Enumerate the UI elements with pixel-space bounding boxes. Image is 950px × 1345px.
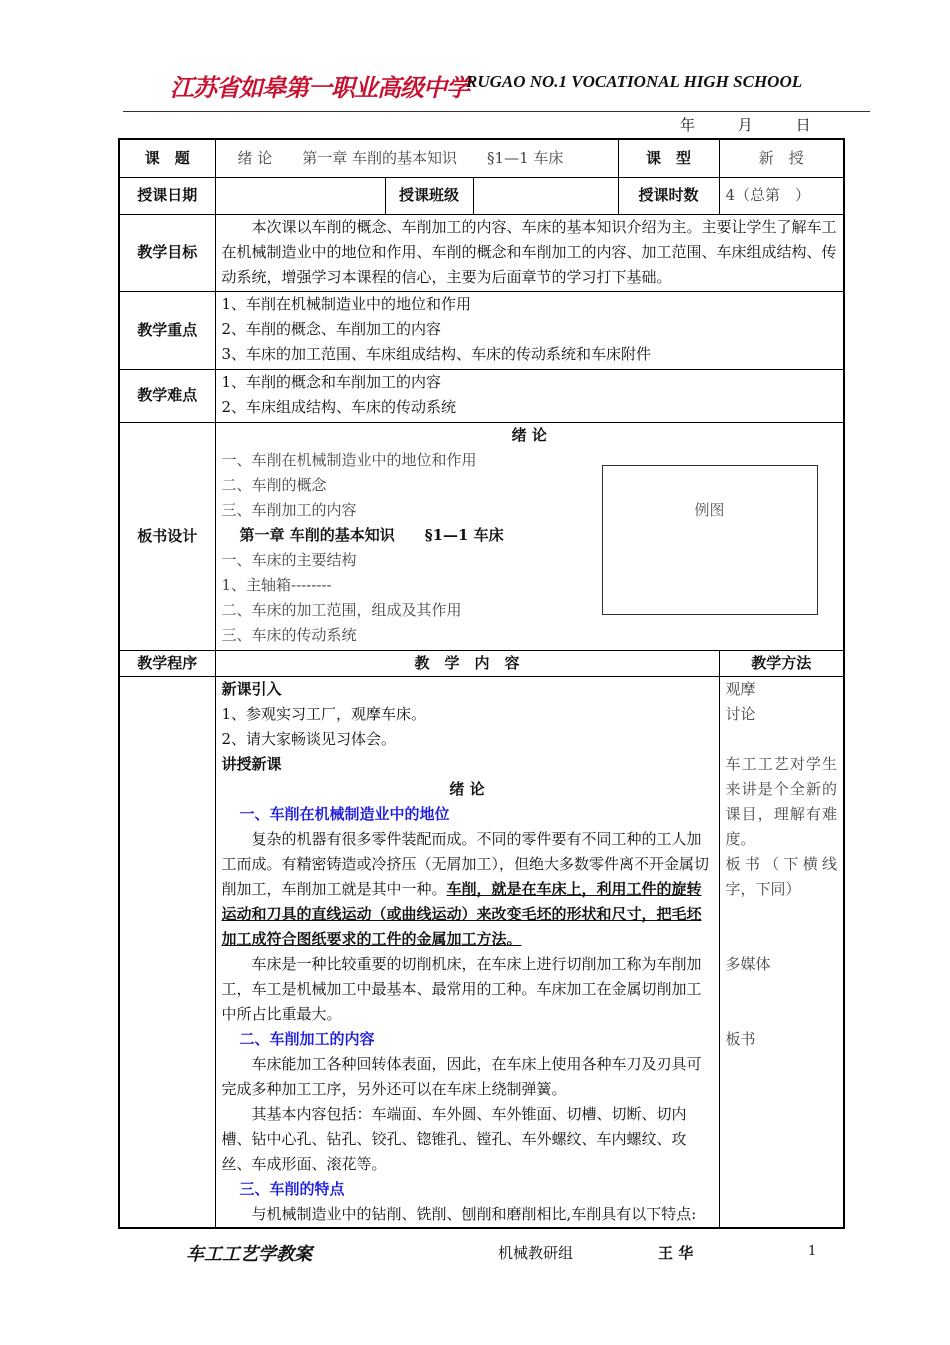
footer-group: 机械教研组 xyxy=(498,1244,574,1262)
section-1-text xyxy=(222,827,713,952)
page-footer xyxy=(0,1240,950,1270)
section-3-paragraph: 与机械制造业中的钻削、铣削、刨削和磨削相比,车削具有以下特点: xyxy=(251,1204,697,1223)
key-item: 1、车削在机械制造业中的地位和作用 xyxy=(221,294,472,313)
date-value xyxy=(215,177,385,214)
section-2-paragraph: 车床能加工各种回转体表面，因此，在车床上使用各种车刀及刃具可完成多种加工工序，另外还可以在车床上绕制弹簧。 xyxy=(221,1054,702,1098)
method-item: 板书 xyxy=(725,1029,756,1048)
topic-label: 课 题 xyxy=(119,139,215,177)
proc-cell xyxy=(119,676,215,1228)
board-line: 三、车床的传动系统 xyxy=(221,625,357,644)
board-design xyxy=(215,422,844,650)
board-title: 绪 论 xyxy=(511,425,547,444)
class-label: 授课班级 xyxy=(385,177,473,214)
proc-label: 教学程序 xyxy=(119,650,215,676)
row-date xyxy=(119,177,844,214)
hard-points xyxy=(215,369,844,422)
board-line: 三、车削加工的内容 xyxy=(221,500,357,519)
row-board xyxy=(119,422,844,650)
page-header xyxy=(170,66,870,106)
content-label: 教 学 内 容 xyxy=(215,650,719,676)
teaching-methods xyxy=(719,676,844,1228)
goal-text: 本次课以车削的概念、车削加工的内容、车床的基本知识介绍为主。主要让学生了解车工在机械制造业中的地位和作用、车削的概念和车削加工的内容、加工范围、车床组成结构、传动系统，增强学习本课程的信心，主要为后面章节的学习打下基础。 xyxy=(215,214,844,291)
date-year: 年 xyxy=(680,116,696,134)
hours-value: 4（总第 ） xyxy=(719,177,844,214)
hours-label: 授课时数 xyxy=(618,177,719,214)
board-line: 一、车削在机械制造业中的地位和作用 xyxy=(221,450,477,469)
date-line xyxy=(680,114,849,135)
class-value xyxy=(473,177,618,214)
footer-author: 王 华 xyxy=(658,1244,694,1262)
section-2-title: 二、车削加工的内容 xyxy=(239,1029,375,1048)
method-item: 板书（下横线字，下同） xyxy=(725,854,838,898)
hard-label: 教学难点 xyxy=(119,369,215,422)
header-divider xyxy=(123,111,870,112)
row-content xyxy=(119,676,844,1228)
key-points xyxy=(215,291,844,369)
key-item: 3、车床的加工范围、车床组成结构、车床的传动系统和车床附件 xyxy=(221,344,652,363)
example-label: 例图 xyxy=(694,500,725,519)
method-item: 车工工艺对学生来讲是个全新的课目，理解有难度。 xyxy=(725,754,838,848)
type-label: 课 型 xyxy=(618,139,719,177)
footer-title: 车工工艺学教案 xyxy=(186,1244,312,1265)
section-3-title: 三、车削的特点 xyxy=(239,1179,345,1198)
section-1-title: 一、车削在机械制造业中的地位 xyxy=(239,804,450,823)
type-value: 新 授 xyxy=(719,139,844,177)
date-day: 日 xyxy=(795,116,811,134)
method-item: 观摩 xyxy=(725,679,756,698)
row-hard xyxy=(119,369,844,422)
intro-item: 2、请大家畅谈见习体会。 xyxy=(221,729,397,748)
board-chapter: 第一章 车削的基本知识 §1—1 车床 xyxy=(239,525,504,544)
method-item: 讨论 xyxy=(725,704,756,723)
hard-item: 2、车床组成结构、车床的传动系统 xyxy=(221,397,457,416)
section-1-paragraph: 复杂的机器有很多零件装配而成。不同的零件要有不同工种的工人加工而成。有精密铸造或冷挤压（无屑加工），但绝大多数零件离不开金属切削加工，车削加工就是其中一种。 xyxy=(221,829,710,898)
teaching-content xyxy=(215,676,719,1228)
topic-value: 绪 论 第一章 车削的基本知识 §1—1 车床 xyxy=(215,139,618,177)
board-line: 1、主轴箱-------- xyxy=(221,575,332,594)
example-figure-box xyxy=(602,465,818,615)
method-label: 教学方法 xyxy=(719,650,844,676)
section-1-paragraph-2: 车床是一种比较重要的切削机床，在车床上进行切削加工称为车削加工，车工是机械加工中最基本、最常用的工种。车床加工在金属切削加工中所占比重最大。 xyxy=(221,954,702,1023)
row-goal xyxy=(119,214,844,291)
key-item: 2、车削的概念、车削加工的内容 xyxy=(221,319,442,338)
lesson-plan-table xyxy=(118,138,845,1229)
hard-item: 1、车削的概念和车削加工的内容 xyxy=(221,372,442,391)
date-month: 月 xyxy=(737,116,753,134)
row-proc-header xyxy=(119,650,844,676)
key-label: 教学重点 xyxy=(119,291,215,369)
lecture-title: 讲授新课 xyxy=(221,754,282,773)
intro-title: 新课引入 xyxy=(221,679,282,698)
intro-item: 1、参观实习工厂，观摩车床。 xyxy=(221,704,427,723)
school-name-en: RUGAO NO.1 VOCATIONAL HIGH SCHOOL xyxy=(466,72,803,91)
turning-definition: 车削，就是在车床上，利用工件的旋转运动和刀具的直线运动（或曲线运动）来改变毛坯的形状和尺寸，把毛坯加工成符合图纸要求的工件的金属加工方法。 xyxy=(221,879,702,948)
board-line: 一、车床的主要结构 xyxy=(221,550,357,569)
goal-label: 教学目标 xyxy=(119,214,215,291)
method-item: 多媒体 xyxy=(725,954,771,973)
date-label: 授课日期 xyxy=(119,177,215,214)
school-name-cn: 江苏省如皋第一职业高级中学 xyxy=(170,73,469,102)
board-line: 二、车削的概念 xyxy=(221,475,327,494)
board-label: 板书设计 xyxy=(119,422,215,650)
row-topic xyxy=(119,139,844,177)
board-line: 二、车床的加工范围，组成及其作用 xyxy=(221,600,462,619)
row-key xyxy=(119,291,844,369)
lecture-heading: 绪 论 xyxy=(449,779,485,798)
page-number: 1 xyxy=(808,1244,817,1259)
section-2-paragraph-2: 其基本内容包括：车端面、车外圆、车外锥面、切槽、切断、切内槽、钻中心孔、钻孔、铰孔、锪锥孔、镗孔、车外螺纹、车内螺纹、攻丝、车成形面、滚花等。 xyxy=(221,1104,687,1173)
